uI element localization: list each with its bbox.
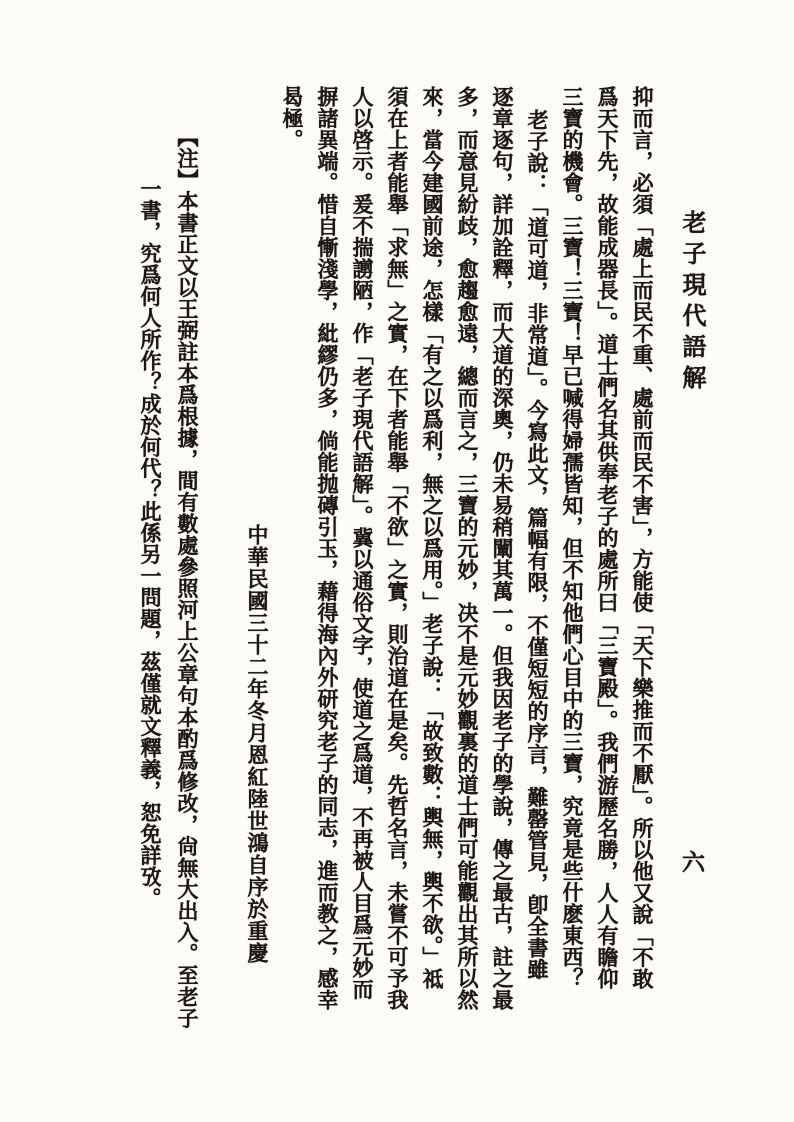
note-column-1: 【注】本書正文以王弼註本爲根據，間有數處參照河上公章句本酌爲修改，尙無大出入。至老子 [175,126,199,1029]
text-column-4: 老子說：「道可道，非常道」。今寫此文，篇幅有限，不僅短短的序言，難罄管見，卽全書雖 [525,109,549,980]
text-column-10: 摒諸異端。惜自慚淺學，紕繆仍多，倘能抛磚引玉，藉得海內外研究老子的同志，進而教之，感幸 [315,86,339,1011]
running-head-title: 老子現代語解 [678,210,704,396]
text-column-8: 須在上者能舉「求無」之實，在下者能舉「不欲」之實，則治道在是矣。先哲名言，未嘗不可予我 [385,86,409,1011]
text-column-3: 三寶的機會。三寶！三寶！早已喊得婦孺皆知，但不知他們心目中的三寶，究竟是些什麽東西？ [560,86,584,989]
text-column-9: 人以啓示。爰不揣謭陋，作「老子現代語解」。冀以通俗文字，使道之爲道，不再被人目爲元妙而 [350,86,374,1000]
text-column-1: 抑而言，必須「處上而民不重、處前而民不害」，方能使「天下樂推而不厭」。所以他又說「不敢 [630,86,654,990]
author-signature-line: 中華民國三十二年冬月恩紅陸世鴻自序於重慶 [245,524,269,964]
note-column-2: 一書，究爲何人所作？成於何代？此係另一問題，茲僅就文釋義，恕免詳攷。 [138,178,162,909]
text-column-6: 多，而意見紛歧，愈趨愈遠，總而言之，三寶的元妙，决不是元妙觀裏的道士們可能觀出其所以然 [455,86,479,1011]
page-number: 六 [679,850,704,873]
text-column-11: 曷極。 [280,86,304,151]
text-column-7: 來，當今建國前途，怎樣「有之以爲利，無之以爲用。」老子說：「故致數：輿無，輿不欲。」祗 [420,86,444,990]
text-column-2: 爲天下先，故能成器長」。道士們名其供奉老子的處所曰「三寶殿」。我們游歷名勝，人人有瞻仰 [595,86,619,990]
text-column-5: 逐章逐句，詳加詮釋，而大道的深奧，仍未易稍闡其萬一。但我因老子的學說，傳之最古，註之最 [490,86,514,1011]
